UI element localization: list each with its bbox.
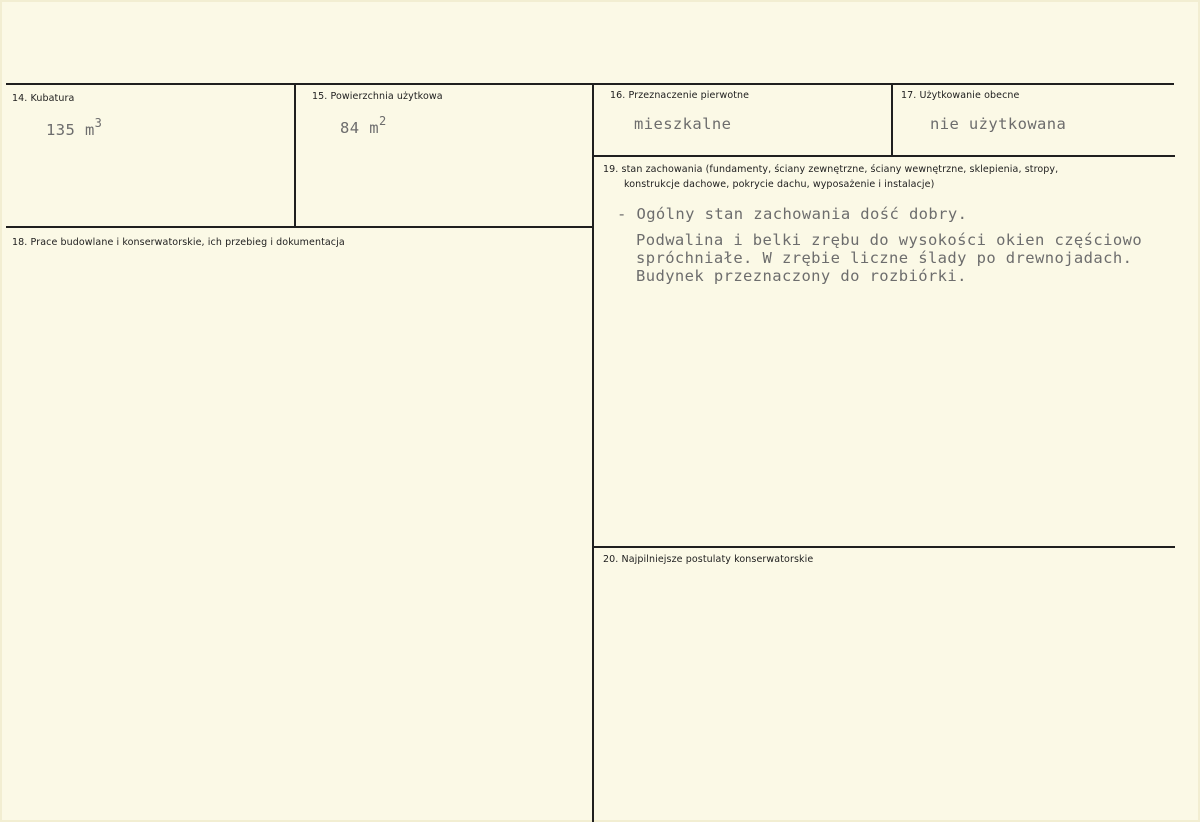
field-15-value [340,116,387,137]
field-20-label: 20. Najpilniejsze postulaty konserwatorskie [603,554,814,565]
rule-above-20 [593,546,1175,548]
field-14-value [46,118,102,139]
rule-under-14-15 [6,226,593,228]
field-17-value: nie użytkowana [930,115,1067,133]
field-18-label: 18. Prace budowlane i konserwatorskie, ich przebieg i dokumentacja [12,237,345,248]
kubatura-unit-exponent: 3 [94,116,103,130]
field-19-text-line4: Budynek przeznaczony do rozbiórki. [636,267,967,285]
top-rule [6,83,1174,85]
divider-left-right [592,84,594,822]
field-19-text-line3: spróchniałe. W zrębie liczne ślady po drewnojadach. [636,249,1133,267]
field-17-label: 17. Użytkowanie obecne [901,90,1020,101]
kubatura-unit: m [84,121,95,140]
area-unit-exponent: 2 [378,114,387,128]
field-19-text-line1: - Ogólny stan zachowania dość dobry. [617,205,968,223]
field-16-label: 16. Przeznaczenie pierwotne [610,90,750,101]
field-15-label: 15. Powierzchnia użytkowa [312,91,443,102]
field-14-label: 14. Kubatura [12,93,75,104]
rule-under-16-17 [593,155,1175,157]
field-16-value: mieszkalne [634,115,732,133]
divider-16-17 [891,84,893,156]
area-unit: m [369,119,379,138]
field-19-text-line2: Podwalina i belki zrębu do wysokości okien częściowo [636,231,1143,249]
kubatura-number: 135 [46,121,76,140]
field-19-label-line1: 19. stan zachowania (fundamenty, ściany zewnętrzne, ściany wewnętrzne, sklepienia, stropy, [603,164,1059,175]
area-number: 84 [340,119,360,138]
divider-14-15 [294,84,296,227]
field-19-label-line2: konstrukcje dachowe, pokrycie dachu, wyposażenie i instalacje) [624,179,935,190]
